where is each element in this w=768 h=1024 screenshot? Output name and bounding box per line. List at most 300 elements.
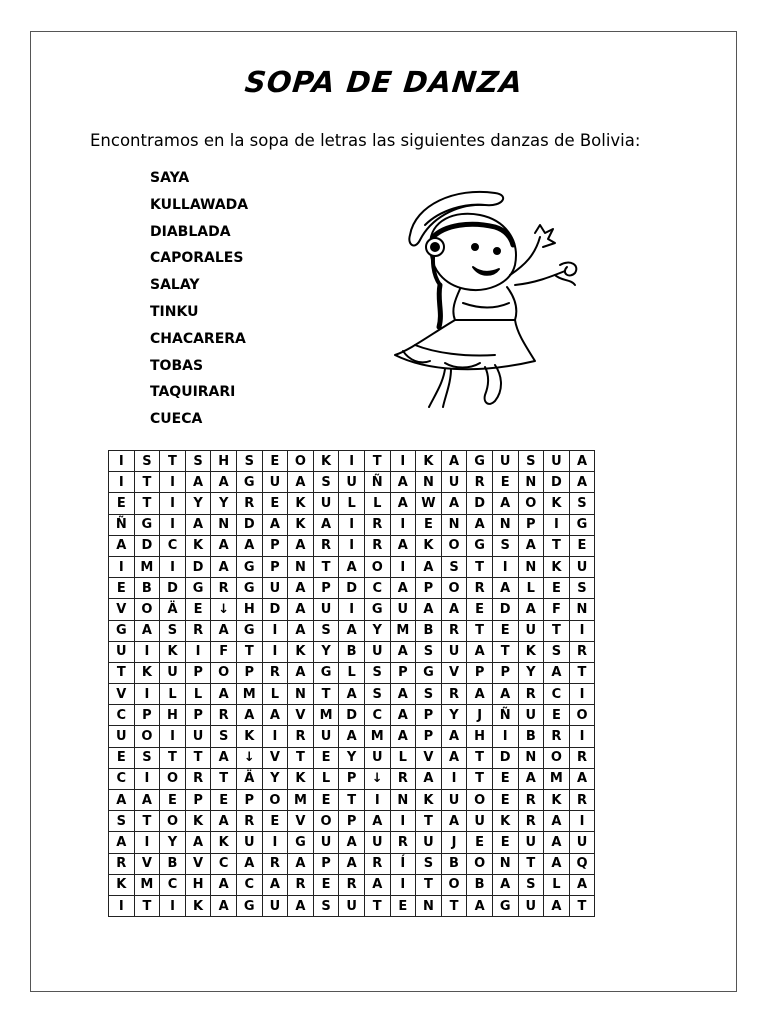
grid-cell[interactable]: Ñ (109, 514, 135, 535)
grid-cell[interactable]: P (313, 853, 339, 874)
grid-cell[interactable]: A (339, 556, 365, 577)
grid-cell[interactable]: R (236, 493, 262, 514)
grid-cell[interactable]: K (134, 662, 160, 683)
grid-cell[interactable]: I (134, 684, 160, 705)
grid-cell[interactable]: K (416, 535, 442, 556)
grid-cell[interactable]: R (467, 578, 493, 599)
grid-cell[interactable]: A (185, 514, 211, 535)
grid-cell[interactable]: I (160, 726, 186, 747)
grid-cell[interactable]: G (313, 662, 339, 683)
grid-cell[interactable]: T (492, 641, 518, 662)
grid-cell[interactable]: U (313, 726, 339, 747)
grid-cell[interactable]: R (262, 853, 288, 874)
grid-cell[interactable]: Y (160, 832, 186, 853)
grid-cell[interactable]: U (262, 895, 288, 916)
grid-cell[interactable]: E (185, 599, 211, 620)
grid-cell[interactable]: A (390, 641, 416, 662)
grid-cell[interactable]: I (160, 493, 186, 514)
grid-cell[interactable]: L (544, 874, 570, 895)
grid-cell[interactable]: G (236, 895, 262, 916)
grid-cell[interactable]: A (544, 811, 570, 832)
grid-cell[interactable]: I (134, 768, 160, 789)
grid-cell[interactable]: D (185, 556, 211, 577)
grid-cell[interactable]: O (134, 726, 160, 747)
grid-cell[interactable]: C (544, 684, 570, 705)
grid-cell[interactable]: T (313, 684, 339, 705)
grid-cell[interactable]: R (262, 662, 288, 683)
grid-cell[interactable]: A (569, 472, 595, 493)
grid-cell[interactable]: E (313, 790, 339, 811)
grid-cell[interactable]: U (262, 578, 288, 599)
grid-cell[interactable]: S (416, 853, 442, 874)
grid-cell[interactable]: S (160, 620, 186, 641)
grid-cell[interactable]: T (416, 811, 442, 832)
grid-cell[interactable]: A (467, 641, 493, 662)
grid-cell[interactable]: U (364, 747, 390, 768)
grid-cell[interactable]: B (134, 578, 160, 599)
grid-cell[interactable]: D (236, 514, 262, 535)
grid-cell[interactable]: K (236, 726, 262, 747)
grid-cell[interactable]: G (416, 662, 442, 683)
grid-cell[interactable]: R (185, 768, 211, 789)
grid-cell[interactable]: R (569, 747, 595, 768)
grid-cell[interactable]: A (441, 599, 467, 620)
grid-cell[interactable]: A (390, 535, 416, 556)
grid-cell[interactable]: O (467, 853, 493, 874)
grid-cell[interactable]: P (416, 726, 442, 747)
grid-cell[interactable]: I (109, 472, 135, 493)
grid-cell[interactable]: K (185, 811, 211, 832)
grid-cell[interactable]: R (518, 811, 544, 832)
grid-cell[interactable]: A (390, 472, 416, 493)
grid-cell[interactable]: U (185, 726, 211, 747)
grid-cell[interactable]: K (185, 895, 211, 916)
grid-cell[interactable]: A (236, 705, 262, 726)
grid-cell[interactable]: G (236, 578, 262, 599)
grid-cell[interactable]: A (211, 472, 237, 493)
grid-cell[interactable]: D (492, 599, 518, 620)
grid-cell[interactable]: A (185, 472, 211, 493)
grid-cell[interactable]: M (364, 726, 390, 747)
grid-cell[interactable]: Y (262, 768, 288, 789)
grid-cell[interactable]: R (109, 853, 135, 874)
grid-cell[interactable]: S (134, 451, 160, 472)
grid-cell[interactable]: S (518, 451, 544, 472)
grid-cell[interactable]: E (492, 620, 518, 641)
grid-cell[interactable]: U (313, 832, 339, 853)
grid-cell[interactable]: U (364, 832, 390, 853)
grid-cell[interactable]: F (544, 599, 570, 620)
grid-cell[interactable]: P (467, 662, 493, 683)
grid-cell[interactable]: G (134, 514, 160, 535)
grid-cell[interactable]: I (262, 832, 288, 853)
grid-cell[interactable]: K (544, 493, 570, 514)
grid-cell[interactable]: P (262, 556, 288, 577)
grid-cell[interactable]: H (160, 705, 186, 726)
grid-cell[interactable]: N (288, 684, 314, 705)
grid-cell[interactable]: A (262, 514, 288, 535)
grid-cell[interactable]: E (160, 790, 186, 811)
grid-cell[interactable]: T (288, 747, 314, 768)
grid-cell[interactable]: D (134, 535, 160, 556)
grid-cell[interactable]: T (569, 662, 595, 683)
grid-cell[interactable]: R (185, 620, 211, 641)
grid-cell[interactable]: E (262, 493, 288, 514)
grid-cell[interactable]: C (109, 768, 135, 789)
grid-cell[interactable]: S (569, 493, 595, 514)
grid-cell[interactable]: A (416, 599, 442, 620)
grid-cell[interactable]: G (467, 451, 493, 472)
grid-cell[interactable]: U (569, 556, 595, 577)
grid-cell[interactable]: K (211, 832, 237, 853)
grid-cell[interactable]: E (211, 790, 237, 811)
grid-cell[interactable]: I (160, 514, 186, 535)
grid-cell[interactable]: D (467, 493, 493, 514)
grid-cell[interactable]: T (416, 874, 442, 895)
grid-cell[interactable]: O (518, 493, 544, 514)
grid-cell[interactable]: E (467, 832, 493, 853)
grid-cell[interactable]: N (569, 599, 595, 620)
grid-cell[interactable]: P (492, 662, 518, 683)
grid-cell[interactable]: A (109, 832, 135, 853)
grid-cell[interactable]: P (185, 790, 211, 811)
grid-cell[interactable]: E (492, 768, 518, 789)
grid-cell[interactable]: D (339, 578, 365, 599)
grid-cell[interactable]: U (441, 641, 467, 662)
grid-cell[interactable]: Q (569, 853, 595, 874)
grid-cell[interactable]: L (313, 768, 339, 789)
grid-cell[interactable]: E (569, 535, 595, 556)
grid-cell[interactable]: S (518, 874, 544, 895)
grid-cell[interactable]: A (544, 832, 570, 853)
grid-cell[interactable]: E (467, 599, 493, 620)
grid-cell[interactable]: A (236, 535, 262, 556)
grid-cell[interactable]: K (416, 790, 442, 811)
grid-cell[interactable]: A (236, 853, 262, 874)
grid-cell[interactable]: A (211, 620, 237, 641)
grid-cell[interactable]: P (185, 662, 211, 683)
grid-cell[interactable]: R (569, 641, 595, 662)
grid-cell[interactable]: A (109, 535, 135, 556)
grid-cell[interactable]: A (390, 705, 416, 726)
grid-cell[interactable]: L (262, 684, 288, 705)
grid-cell[interactable]: C (211, 853, 237, 874)
grid-cell[interactable]: O (569, 705, 595, 726)
grid-cell[interactable]: L (160, 684, 186, 705)
grid-cell[interactable]: R (544, 726, 570, 747)
grid-cell[interactable]: I (569, 726, 595, 747)
grid-cell[interactable]: E (544, 705, 570, 726)
grid-cell[interactable]: B (339, 641, 365, 662)
grid-cell[interactable]: G (288, 832, 314, 853)
grid-cell[interactable]: T (544, 620, 570, 641)
grid-cell[interactable]: U (518, 705, 544, 726)
grid-cell[interactable]: I (160, 472, 186, 493)
grid-cell[interactable]: H (211, 451, 237, 472)
grid-cell[interactable]: I (185, 641, 211, 662)
grid-cell[interactable]: Y (364, 620, 390, 641)
grid-cell[interactable]: U (339, 895, 365, 916)
grid-cell[interactable]: A (211, 684, 237, 705)
grid-cell[interactable]: N (416, 895, 442, 916)
grid-cell[interactable]: T (467, 620, 493, 641)
grid-cell[interactable]: N (518, 747, 544, 768)
grid-cell[interactable]: A (288, 472, 314, 493)
grid-cell[interactable]: A (211, 747, 237, 768)
grid-cell[interactable]: B (416, 620, 442, 641)
grid-cell[interactable]: A (339, 620, 365, 641)
grid-cell[interactable]: Ñ (492, 705, 518, 726)
grid-cell[interactable]: A (211, 874, 237, 895)
grid-cell[interactable]: U (441, 472, 467, 493)
grid-cell[interactable]: R (364, 514, 390, 535)
grid-cell[interactable]: G (236, 556, 262, 577)
grid-cell[interactable]: R (288, 726, 314, 747)
grid-cell[interactable]: A (185, 832, 211, 853)
grid-cell[interactable]: A (441, 493, 467, 514)
grid-cell[interactable]: Ä (160, 599, 186, 620)
grid-cell[interactable]: I (134, 832, 160, 853)
grid-cell[interactable]: P (390, 662, 416, 683)
grid-cell[interactable]: P (134, 705, 160, 726)
grid-cell[interactable]: N (416, 472, 442, 493)
grid-cell[interactable]: Y (313, 641, 339, 662)
grid-cell[interactable]: P (185, 705, 211, 726)
grid-cell[interactable]: I (569, 811, 595, 832)
grid-cell[interactable]: U (390, 599, 416, 620)
grid-cell[interactable]: R (390, 832, 416, 853)
grid-cell[interactable]: M (544, 768, 570, 789)
grid-cell[interactable]: E (544, 578, 570, 599)
grid-cell[interactable]: O (441, 535, 467, 556)
grid-cell[interactable]: Y (518, 662, 544, 683)
grid-cell[interactable]: G (492, 895, 518, 916)
grid-cell[interactable]: I (339, 599, 365, 620)
grid-cell[interactable]: I (109, 451, 135, 472)
grid-cell[interactable]: S (211, 726, 237, 747)
grid-cell[interactable]: E (262, 451, 288, 472)
grid-cell[interactable]: D (544, 472, 570, 493)
grid-cell[interactable]: I (492, 556, 518, 577)
grid-cell[interactable]: A (441, 811, 467, 832)
grid-cell[interactable]: U (492, 451, 518, 472)
grid-cell[interactable]: I (109, 895, 135, 916)
grid-cell[interactable]: A (467, 684, 493, 705)
grid-cell[interactable]: O (313, 811, 339, 832)
grid-cell[interactable]: I (364, 790, 390, 811)
grid-cell[interactable]: I (441, 768, 467, 789)
grid-cell[interactable]: R (569, 790, 595, 811)
grid-cell[interactable]: K (288, 493, 314, 514)
grid-cell[interactable]: T (211, 768, 237, 789)
grid-cell[interactable]: P (416, 705, 442, 726)
grid-cell[interactable]: A (364, 874, 390, 895)
grid-cell[interactable]: I (390, 514, 416, 535)
grid-cell[interactable]: D (492, 747, 518, 768)
grid-cell[interactable]: A (441, 451, 467, 472)
grid-cell[interactable]: T (467, 768, 493, 789)
grid-cell[interactable]: A (134, 790, 160, 811)
grid-cell[interactable]: V (441, 662, 467, 683)
grid-cell[interactable]: A (441, 747, 467, 768)
grid-cell[interactable]: B (160, 853, 186, 874)
grid-cell[interactable]: I (569, 684, 595, 705)
grid-cell[interactable]: R (390, 768, 416, 789)
grid-cell[interactable]: S (364, 662, 390, 683)
grid-cell[interactable]: T (134, 811, 160, 832)
grid-cell[interactable]: O (467, 790, 493, 811)
grid-cell[interactable]: A (339, 726, 365, 747)
grid-cell[interactable]: A (467, 514, 493, 535)
grid-cell[interactable]: G (467, 535, 493, 556)
grid-cell[interactable]: U (313, 493, 339, 514)
grid-cell[interactable]: F (211, 641, 237, 662)
grid-cell[interactable]: I (134, 641, 160, 662)
grid-cell[interactable]: Ñ (364, 472, 390, 493)
grid-cell[interactable]: L (185, 684, 211, 705)
grid-cell[interactable]: A (492, 578, 518, 599)
grid-cell[interactable]: M (288, 790, 314, 811)
grid-cell[interactable]: K (416, 451, 442, 472)
grid-cell[interactable]: O (441, 578, 467, 599)
grid-cell[interactable]: S (569, 578, 595, 599)
grid-cell[interactable]: A (211, 535, 237, 556)
grid-cell[interactable]: E (109, 747, 135, 768)
grid-cell[interactable]: P (313, 578, 339, 599)
grid-cell[interactable]: O (211, 662, 237, 683)
grid-cell[interactable]: L (518, 578, 544, 599)
grid-cell[interactable]: U (109, 726, 135, 747)
grid-cell[interactable]: S (134, 747, 160, 768)
grid-cell[interactable]: A (390, 726, 416, 747)
grid-cell[interactable]: A (262, 874, 288, 895)
grid-cell[interactable]: P (518, 514, 544, 535)
grid-cell[interactable]: A (288, 853, 314, 874)
grid-cell[interactable]: O (262, 790, 288, 811)
grid-cell[interactable]: K (288, 514, 314, 535)
grid-cell[interactable]: I (262, 726, 288, 747)
grid-cell[interactable]: A (518, 599, 544, 620)
grid-cell[interactable]: A (211, 811, 237, 832)
grid-cell[interactable]: G (569, 514, 595, 535)
grid-cell[interactable]: I (109, 556, 135, 577)
grid-cell[interactable]: A (569, 451, 595, 472)
grid-cell[interactable]: E (313, 747, 339, 768)
grid-cell[interactable]: S (492, 535, 518, 556)
grid-cell[interactable]: A (492, 493, 518, 514)
grid-cell[interactable]: L (390, 747, 416, 768)
grid-cell[interactable]: A (416, 768, 442, 789)
grid-cell[interactable]: I (262, 620, 288, 641)
grid-cell[interactable]: O (160, 768, 186, 789)
grid-cell[interactable]: Í (390, 853, 416, 874)
grid-cell[interactable]: O (544, 747, 570, 768)
grid-cell[interactable]: U (518, 895, 544, 916)
grid-cell[interactable]: K (160, 641, 186, 662)
grid-cell[interactable]: N (441, 514, 467, 535)
grid-cell[interactable]: I (160, 556, 186, 577)
grid-cell[interactable]: K (518, 641, 544, 662)
grid-cell[interactable]: Ä (236, 768, 262, 789)
grid-cell[interactable]: I (569, 620, 595, 641)
grid-cell[interactable]: A (313, 514, 339, 535)
grid-cell[interactable]: T (134, 895, 160, 916)
grid-cell[interactable]: C (364, 705, 390, 726)
grid-cell[interactable]: T (160, 747, 186, 768)
grid-cell[interactable]: T (518, 853, 544, 874)
grid-cell[interactable]: T (569, 895, 595, 916)
grid-cell[interactable]: ↓ (236, 747, 262, 768)
grid-cell[interactable]: I (390, 451, 416, 472)
grid-cell[interactable]: S (416, 641, 442, 662)
grid-cell[interactable]: U (416, 832, 442, 853)
grid-cell[interactable]: S (313, 895, 339, 916)
grid-cell[interactable]: T (109, 662, 135, 683)
grid-cell[interactable]: Y (185, 493, 211, 514)
grid-cell[interactable]: D (160, 578, 186, 599)
grid-cell[interactable]: W (416, 493, 442, 514)
grid-cell[interactable]: R (313, 535, 339, 556)
grid-cell[interactable]: A (544, 853, 570, 874)
grid-cell[interactable]: C (364, 578, 390, 599)
grid-cell[interactable]: H (467, 726, 493, 747)
grid-cell[interactable]: V (109, 684, 135, 705)
grid-cell[interactable]: N (518, 472, 544, 493)
grid-cell[interactable]: K (313, 451, 339, 472)
grid-cell[interactable]: I (390, 874, 416, 895)
grid-cell[interactable]: S (544, 641, 570, 662)
grid-cell[interactable]: D (339, 705, 365, 726)
grid-cell[interactable]: I (160, 895, 186, 916)
grid-cell[interactable]: A (339, 832, 365, 853)
grid-cell[interactable]: M (134, 556, 160, 577)
grid-cell[interactable]: A (288, 535, 314, 556)
grid-cell[interactable]: T (134, 472, 160, 493)
grid-cell[interactable]: N (390, 790, 416, 811)
grid-cell[interactable]: S (364, 684, 390, 705)
grid-cell[interactable]: H (236, 599, 262, 620)
grid-cell[interactable]: U (441, 790, 467, 811)
grid-cell[interactable]: K (109, 874, 135, 895)
grid-cell[interactable]: U (364, 641, 390, 662)
grid-cell[interactable]: R (364, 853, 390, 874)
grid-cell[interactable]: V (288, 705, 314, 726)
grid-cell[interactable]: P (236, 662, 262, 683)
grid-cell[interactable]: M (236, 684, 262, 705)
grid-cell[interactable]: L (364, 493, 390, 514)
grid-cell[interactable]: T (364, 451, 390, 472)
grid-cell[interactable]: N (492, 514, 518, 535)
grid-cell[interactable]: U (518, 832, 544, 853)
grid-cell[interactable]: G (185, 578, 211, 599)
grid-cell[interactable]: A (441, 726, 467, 747)
grid-cell[interactable]: T (364, 895, 390, 916)
grid-cell[interactable]: O (134, 599, 160, 620)
grid-cell[interactable]: T (236, 641, 262, 662)
grid-cell[interactable]: D (262, 599, 288, 620)
grid-cell[interactable]: A (518, 535, 544, 556)
grid-cell[interactable]: S (109, 811, 135, 832)
grid-cell[interactable]: T (441, 895, 467, 916)
grid-cell[interactable]: U (236, 832, 262, 853)
grid-cell[interactable]: U (569, 832, 595, 853)
grid-cell[interactable]: B (518, 726, 544, 747)
grid-cell[interactable]: K (544, 790, 570, 811)
grid-cell[interactable]: E (262, 811, 288, 832)
grid-cell[interactable]: N (518, 556, 544, 577)
grid-cell[interactable]: S (441, 556, 467, 577)
grid-cell[interactable]: E (492, 790, 518, 811)
